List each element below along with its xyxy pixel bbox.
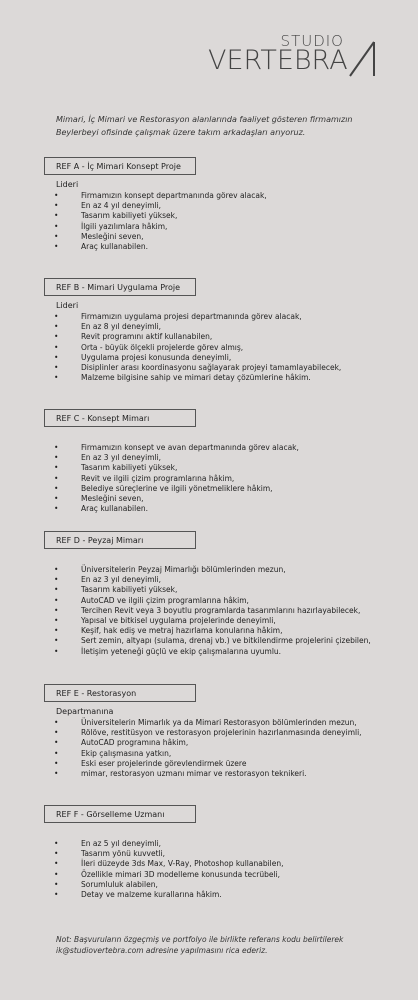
list-item [54,353,341,363]
bullet-icon: • [54,201,59,211]
bullet-icon: • [54,859,59,869]
bullet-icon: • [54,769,59,779]
list-item-text: mimar, restorasyon uzmanı mimar ve restorasyon teknikeri. [81,769,307,779]
list-item [54,626,371,636]
job-section [44,684,374,779]
job-section [44,157,374,252]
requirements-list [54,312,341,383]
list-item-text: Ekip çalışmasına yatkın, [81,748,172,758]
bullet-icon: • [54,463,59,473]
bullet-icon: • [54,494,59,504]
list-item [54,769,362,779]
bullet-icon: • [54,443,59,452]
list-item-text: Sorumluluk alabilen, [81,879,158,889]
logo-studio-text: STUDIO [280,32,344,50]
intro-line-2: Beylerbeyi ofisinde çalışmak üzere takım arkadaşları arıyoruz. [56,128,306,137]
list-item [54,596,371,606]
bullet-icon: • [54,191,59,200]
list-item [54,343,341,353]
list-item [54,484,299,494]
list-item [54,859,284,869]
list-item [54,870,284,880]
bullet-icon: • [54,758,59,768]
bullet-icon: • [54,616,59,626]
list-item-text: Araç kullanabilen. [81,242,148,252]
note-line-2: ik@studiovertebra.com adresine yapılmasını rica ederiz. [56,946,268,955]
list-item-text: Mesleğini seven, [81,231,144,241]
list-item-text: Yapısal ve bitkisel uygulama projelerinde deneyimli, [81,616,276,626]
requirements-list [54,718,362,779]
list-item [54,242,267,252]
list-item [54,565,371,575]
list-item [54,312,341,322]
bullet-icon: • [54,718,59,727]
bullet-icon: • [54,473,59,483]
list-item [54,849,284,859]
list-item [54,191,267,201]
requirements-list [54,565,371,657]
job-section [44,278,374,383]
list-item-text: Belediye süreçlerine ve ilgili yönetmeliklere hâkim, [81,483,273,493]
list-item-text: Orta - büyük ölçekli projelerde görev almış, [81,342,244,352]
list-item-text: Tercihen Revit veya 3 boyutlu programlarda tasarımlarını hazırlayabilecek, [81,605,361,615]
intro-line-1: Mimari, İç Mimari ve Restorasyon alanlarında faaliyet gösteren firmamızın [56,115,353,124]
studio-vertebra-logo [208,32,378,82]
list-item-text: Revit programını aktif kullanabilen, [81,332,213,342]
list-item [54,373,341,383]
list-item [54,647,371,657]
bullet-icon: • [54,575,59,585]
list-item [54,616,371,626]
bullet-icon: • [54,890,59,900]
list-item [54,453,299,463]
list-item-text: Özellikle mimari 3D modelleme konusunda tecrübeli, [81,869,281,879]
list-item-text: En az 3 yıl deneyimli, [81,575,162,585]
ref-title-box: REF C - Konsept Mimarı [44,409,196,427]
bullet-icon: • [54,595,59,605]
list-item-text: Mesleğini seven, [81,494,144,504]
list-item [54,728,362,738]
requirements-list [54,191,267,252]
list-item-text: Üniversitelerin Peyzaj Mimarlığı bölümlerinden mezun, [81,565,286,574]
list-item-text: En az 8 yıl deneyimli, [81,322,162,332]
requirements-list [54,443,299,514]
list-item-text: Firmamızın uygulama projesi departmanında görev alacak, [81,312,302,321]
note-line-1: Not: Başvuruların özgeçmiş ve portfolyo ile birlikte referans kodu belirtilerek [56,935,344,944]
list-item-text: Tasarım kabiliyeti yüksek, [81,211,178,221]
list-item-text: AutoCAD ve ilgili çizim programlarına hâkim, [81,595,249,605]
list-item-text: Tasarım kabiliyeti yüksek, [81,463,178,473]
bullet-icon: • [54,312,59,321]
bullet-icon: • [54,453,59,463]
list-item-text: Tasarım yönü kuvvetli, [81,849,166,859]
list-item [54,363,341,373]
bullet-icon: • [54,879,59,889]
list-item [54,463,299,473]
bullet-icon: • [54,839,59,848]
list-item-text: Firmamızın konsept ve avan departmanında görev alacak, [81,443,299,452]
bullet-icon: • [54,342,59,352]
ref-title-box: REF A - İç Mimari Konsept Proje Lideri [44,157,196,175]
bullet-icon: • [54,352,59,362]
bullet-icon: • [54,483,59,493]
requirements-list [54,839,284,900]
list-item-text: Eski eser projelerinde görevlendirmek üzere [81,758,247,768]
list-item-text: Revit ve ilgili çizim programlarına hâkim, [81,473,235,483]
list-item-text: En az 3 yıl deneyimli, [81,453,162,463]
intro-paragraph [56,113,376,139]
bullet-icon: • [54,373,59,383]
list-item-text: Malzeme bilgisine sahip ve mimari detay çözümlerine hâkim. [81,373,311,383]
application-note [56,934,376,956]
bullet-icon: • [54,738,59,748]
list-item-text: Firmamızın konsept departmanında görev alacak, [81,191,267,200]
job-section [44,409,374,514]
bullet-icon: • [54,585,59,595]
logo-brand-text: VERTEBRA [208,45,348,76]
list-item [54,575,371,585]
bullet-icon: • [54,363,59,373]
list-item-text: Üniversitelerin Mimarlık ya da Mimari Restorasyon bölümlerinden mezun, [81,718,357,727]
list-item [54,443,299,453]
list-item [54,211,267,221]
list-item [54,585,371,595]
list-item-text: En az 4 yıl deneyimli, [81,201,162,211]
ref-title-box: REF F - Görselleme Uzmanı [44,805,196,823]
list-item [54,839,284,849]
bullet-icon: • [54,242,59,252]
list-item-text: Araç kullanabilen. [81,504,148,514]
bullet-icon: • [54,605,59,615]
list-item-text: Detay ve malzeme kurallarına hâkim. [81,890,222,900]
list-item [54,749,362,759]
list-item-text: Keşif, hak ediş ve metraj hazırlama konularına hâkim, [81,626,283,636]
ref-title-box: REF E - Restorasyon Departmanına [44,684,196,702]
bullet-icon: • [54,646,59,656]
list-item [54,759,362,769]
list-item [54,738,362,748]
bullet-icon: • [54,849,59,859]
list-item-text: İleri düzeyde 3ds Max, V-Ray, Photoshop kullanabilen, [81,859,284,869]
job-section [44,531,374,656]
bullet-icon: • [54,869,59,879]
ref-title-box: REF D - Peyzaj Mimarı [44,531,196,549]
bullet-icon: • [54,332,59,342]
list-item-text: En az 5 yıl deneyimli, [81,839,162,848]
bullet-icon: • [54,728,59,738]
bullet-icon: • [54,322,59,332]
list-item [54,880,284,890]
list-item [54,606,371,616]
bullet-icon: • [54,211,59,221]
list-item-text: Rölöve, restitüsyon ve restorasyon projelerinin hazırlanmasında deneyimli, [81,728,362,738]
list-item-text: İletişim yeteneği güçlü ve ekip çalışmalarına uyumlu. [81,646,282,656]
bullet-icon: • [54,636,59,646]
list-item [54,201,267,211]
list-item [54,504,299,514]
list-item [54,222,267,232]
ref-title-box: REF B - Mimari Uygulama Proje Lideri [44,278,196,296]
list-item [54,322,341,332]
job-section [44,805,374,900]
list-item-text: İlgili yazılımlara hâkim, [81,221,168,231]
list-item [54,332,341,342]
list-item-text: Uygulama projesi konusunda deneyimli, [81,352,232,362]
list-item [54,718,362,728]
bullet-icon: • [54,748,59,758]
list-item [54,890,284,900]
list-item [54,636,371,646]
bullet-icon: • [54,626,59,636]
list-item-text: Disiplinler arası koordinasyonu sağlayarak projeyi tamamlayabilecek, [81,363,342,373]
list-item [54,232,267,242]
list-item [54,494,299,504]
list-item-text: AutoCAD programına hâkim, [81,738,189,748]
bullet-icon: • [54,565,59,574]
bullet-icon: • [54,504,59,514]
bullet-icon: • [54,231,59,241]
list-item-text: Tasarım kabiliyeti yüksek, [81,585,178,595]
logo-slash-mark-icon [348,38,378,78]
bullet-icon: • [54,221,59,231]
list-item [54,474,299,484]
list-item-text: Sert zemin, altyapı (sulama, drenaj vb.) ve bitkilendirme projelerini çizebilen, [81,636,371,646]
